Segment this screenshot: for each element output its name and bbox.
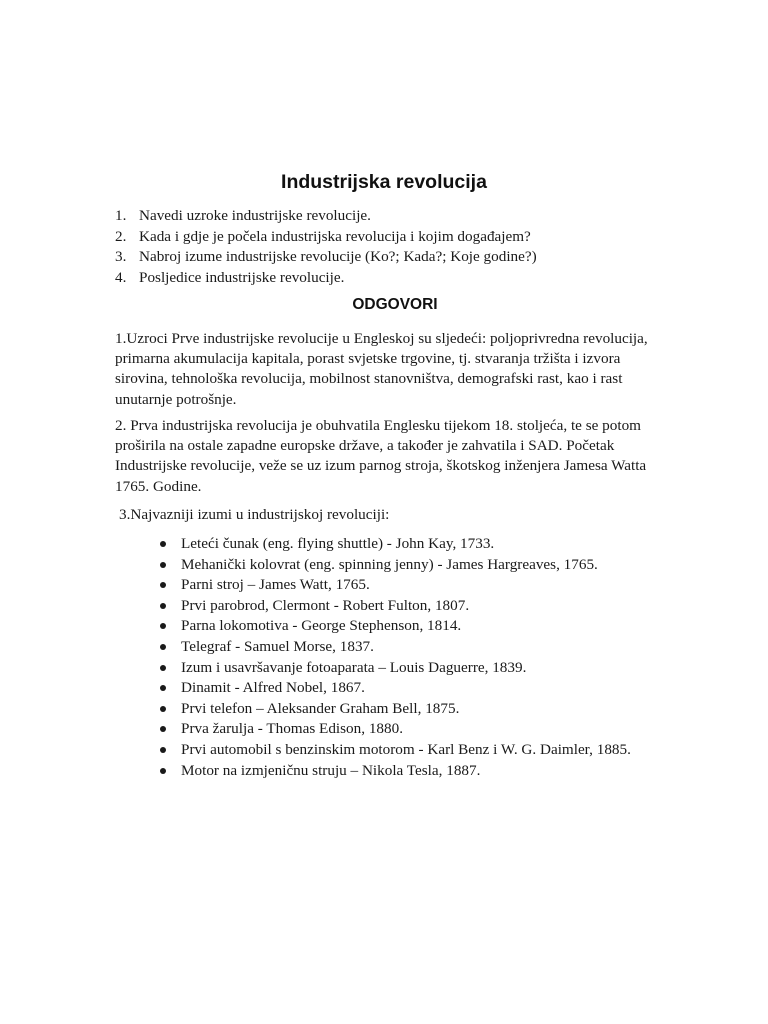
bullet-icon	[160, 562, 166, 568]
invention-text: Parna lokomotiva - George Stephenson, 1814.	[181, 617, 462, 635]
invention-text: Prvi parobrod, Clermont - Robert Fulton, 1807.	[181, 596, 470, 614]
invention-item	[160, 719, 670, 740]
question-number: 1.	[115, 207, 127, 224]
invention-item	[160, 555, 670, 576]
bullet-icon	[160, 603, 166, 609]
invention-text: Telegraf - Samuel Morse, 1837.	[181, 637, 374, 655]
invention-text: Motor na izmjeničnu struju – Nikola Tesla, 1887.	[181, 761, 481, 779]
bullet-icon	[160, 644, 166, 650]
answer-2-paragraph: 2. Prva industrijska revolucija je obuhvatila Englesku tijekom 18. stoljeća, te se potom proširila na ostale zapadne europske države, a također je zahvatila i SAD. Početak Industrijske revolucije, veže se uz izum parnog stroja, škotskog inženjera Jamesa Watta 1765. Godine.	[115, 417, 647, 495]
question-item	[115, 247, 675, 268]
invention-text: Prvi automobil s benzinskim motorom - Karl Benz i W. G. Daimler, 1885.	[181, 740, 631, 758]
question-text: Nabroj izume industrijske revolucije (Ko?; Kada?; Koje godine?)	[139, 248, 537, 265]
invention-text: Prva žarulja - Thomas Edison, 1880.	[181, 720, 404, 738]
invention-item	[160, 616, 670, 637]
page-title: Industrijska revolucija	[281, 171, 487, 193]
bullet-icon	[160, 623, 166, 629]
bullet-icon	[160, 685, 166, 691]
bullet-icon	[160, 706, 166, 712]
invention-item	[160, 678, 670, 699]
question-item	[115, 227, 675, 248]
question-number: 3.	[115, 248, 127, 265]
bullet-icon	[160, 726, 166, 732]
invention-text: Leteći čunak (eng. flying shuttle) - John Kay, 1733.	[181, 535, 495, 552]
question-list	[115, 206, 675, 288]
invention-item	[160, 658, 670, 679]
invention-item	[160, 740, 670, 761]
invention-text: Prvi telefon – Aleksander Graham Bell, 1875.	[181, 699, 460, 717]
invention-item	[160, 761, 670, 782]
invention-item	[160, 534, 670, 555]
bullet-icon	[160, 747, 166, 753]
question-number: 4.	[115, 268, 127, 286]
invention-text: Parni stroj – James Watt, 1765.	[181, 576, 370, 594]
bullet-icon	[160, 768, 166, 774]
invention-item	[160, 596, 670, 617]
invention-item	[160, 575, 670, 596]
bullet-icon	[160, 665, 166, 671]
answers-heading: ODGOVORI	[352, 296, 438, 313]
invention-text: Izum i usavršavanje fotoaparata – Louis Daguerre, 1839.	[181, 658, 527, 676]
question-text: Kada i gdje je počela industrijska revolucija i kojim događajem?	[139, 227, 531, 245]
answer-3-intro: 3.Najvazniji izumi u industrijskoj revoluciji:	[119, 506, 390, 523]
answer-1-paragraph: 1.Uzroci Prve industrijske revolucije u Engleskoj su sljedeći: poljoprivredna revolucija, primarna akumulacija kapitala, porast svjetske trgovine, tj. stvaranja tržišta i izvora sirovina, tehnološka revolucija, mobilnost stanovništva, demografski rast, kao i rast unutarnje potrošnje.	[115, 330, 648, 408]
question-text: Navedi uzroke industrijske revolucije.	[139, 207, 371, 224]
question-text: Posljedice industrijske revolucije.	[139, 268, 345, 286]
question-item	[115, 268, 675, 289]
inventions-list	[160, 534, 670, 781]
question-number: 2.	[115, 227, 127, 245]
bullet-icon	[160, 582, 166, 588]
bullet-icon	[160, 541, 166, 547]
invention-text: Mehanički kolovrat (eng. spinning jenny) - James Hargreaves, 1765.	[181, 555, 598, 573]
invention-text: Dinamit - Alfred Nobel, 1867.	[181, 679, 365, 697]
invention-item	[160, 699, 670, 720]
question-item	[115, 206, 675, 227]
invention-item	[160, 637, 670, 658]
